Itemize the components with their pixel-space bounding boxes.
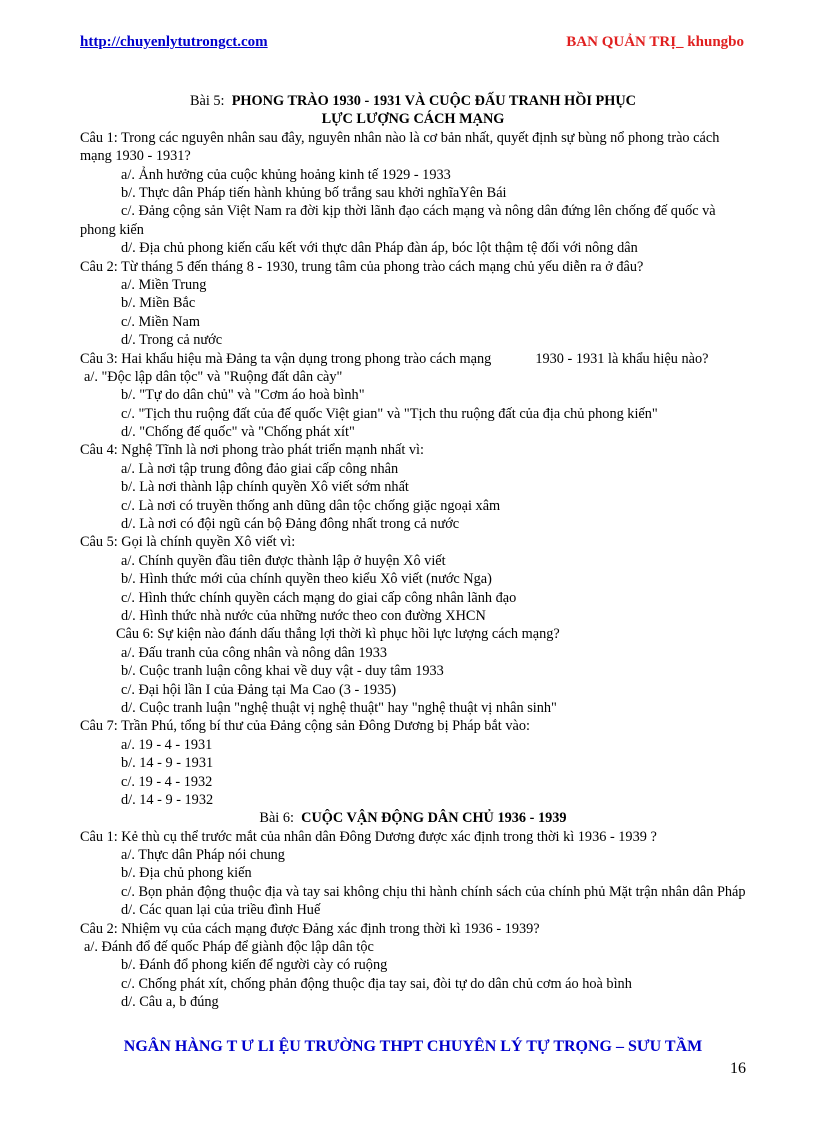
- l5-q3-a: a/. "Độc lập dân tộc" và "Ruộng đất dân cày": [84, 368, 343, 385]
- l5-q3-c: c/. "Tịch thu ruộng đất của đế quốc Việt gian" và "Tịch thu ruộng đất của địa chủ phong kiến": [121, 405, 658, 422]
- l5-q1-d: d/. Địa chủ phong kiến cấu kết với thực dân Pháp đàn áp, bóc lột thậm tệ đối với nông dân: [121, 240, 638, 257]
- lesson5-title-line1: [80, 92, 746, 110]
- page-footer: NGÂN HÀNG T Ư LI ỆU TRƯỜNG THPT CHUYÊN LÝ TỰ TRỌNG – SƯU TẦM: [123, 1038, 703, 1055]
- lesson6-title-line: [80, 809, 746, 827]
- lesson6-prefix: Bài 6:: [259, 810, 294, 827]
- l6-q2-text: Câu 2: Nhiệm vụ của cách mạng được Đảng xác định trong thời kì 1936 - 1939?: [80, 920, 540, 937]
- l5-q1-text: Câu 1: Trong các nguyên nhân sau đây, nguyên nhân nào là cơ bản nhất, quyết định sự bùng nổ phong trào cách mạng 1930 - 1931?: [80, 129, 720, 165]
- l5-q7-d: d/. 14 - 9 - 1932: [121, 791, 214, 808]
- lesson5-title: PHONG TRÀO 1930 - 1931 VÀ CUỘC ĐẤU TRANH HỒI PHỤC: [231, 93, 637, 109]
- l6-q2-b: b/. Đánh đổ phong kiến để người cày có ruộng: [121, 957, 388, 974]
- l5-q5-c: c/. Hình thức chính quyền cách mạng do giai cấp công nhân lãnh đạo: [121, 589, 517, 606]
- l5-q5-d: d/. Hình thức nhà nước của những nước theo con đường XHCN: [121, 608, 486, 624]
- admin-label: BAN QUẢN TRỊ_ khungbo: [566, 34, 744, 50]
- l6-q2-d: d/. Câu a, b đúng: [121, 994, 219, 1011]
- l5-q4-a: a/. Là nơi tập trung đông đảo giai cấp công nhân: [121, 460, 399, 477]
- l6-q1-text: Câu 1: Kẻ thù cụ thể trước mắt của nhân dân Đông Dương được xác định trong thời kì 1936 - 1939 ?: [80, 828, 657, 845]
- l5-q5-text: Câu 5: Gọi là chính quyền Xô viết vì:: [80, 534, 296, 551]
- l5-q2-b: b/. Miền Bắc: [121, 295, 196, 312]
- l5-q7-c: c/. 19 - 4 - 1932: [121, 773, 213, 790]
- l6-q2-c: c/. Chống phát xít, chống phản động thuộc địa tay sai, đòi tự do dân chủ cơm áo hoà bình: [121, 975, 632, 992]
- l6-q1-c: c/. Bọn phản động thuộc địa và tay sai không chịu thi hành chính sách của chính phủ Mặt trận nhân dân Pháp: [121, 883, 746, 900]
- l6-q2-a: a/. Đánh đổ đế quốc Pháp để giành độc lập dân tộc: [84, 939, 374, 956]
- l5-q7-b: b/. 14 - 9 - 1931: [121, 755, 214, 772]
- l5-q6-a: a/. Đấu tranh của công nhân và nông dân 1933: [121, 644, 388, 661]
- l5-q3-d: d/. "Chống đế quốc" và "Chống phát xít": [121, 424, 355, 441]
- l5-q6-text: Câu 6: Sự kiện nào đánh dấu thắng lợi thời kì phục hồi lực lượng cách mạng?: [116, 626, 560, 643]
- l5-q6-c: c/. Đại hội lần I của Đảng tại Ma Cao (3 - 1935): [121, 681, 397, 698]
- document-body: [80, 92, 746, 1012]
- l5-q3-text-part1: Câu 3: Hai khẩu hiệu mà Đảng ta vận dụng trong phong trào cách mạng: [80, 350, 492, 367]
- l5-q2-d: d/. Trong cả nước: [121, 332, 223, 349]
- l5-q1-b: b/. Thực dân Pháp tiến hành khủng bố trắng sau khởi nghĩaYên Bái: [121, 184, 507, 201]
- l5-q5-b: b/. Hình thức mới của chính quyền theo kiểu Xô viết (nước Nga): [121, 571, 492, 588]
- lesson5-subtitle: LỰC LƯỢNG CÁCH MẠNG: [321, 111, 505, 128]
- lesson5-title-line2: [80, 110, 746, 128]
- l5-q4-c: c/. Là nơi có truyền thống anh dũng dân tộc chống giặc ngoại xâm: [121, 497, 501, 514]
- lesson6-title: CUỘC VẬN ĐỘNG DÂN CHỦ 1936 - 1939: [301, 810, 567, 827]
- l5-q7-text: Câu 7: Trần Phú, tổng bí thư của Đảng cộng sản Đông Dương bị Pháp bắt vào:: [80, 718, 530, 735]
- l5-q5-a: a/. Chính quyền đầu tiên được thành lập ở huyện Xô viết: [121, 552, 446, 569]
- l5-q1-c: c/. Đảng cộng sản Việt Nam ra đời kịp thời lãnh đạo cách mạng và nông dân đứng lên chống đế quốc và phong kiến: [80, 203, 716, 238]
- l5-q3-text: [80, 350, 746, 368]
- l5-q3-text-part2: 1930 - 1931 là khẩu hiệu nào?: [535, 350, 709, 367]
- page-header: [80, 34, 744, 54]
- l6-q1-a: a/. Thực dân Pháp nói chung: [121, 847, 285, 864]
- l5-q7-a: a/. 19 - 4 - 1931: [121, 736, 213, 753]
- l5-q1-a: a/. Ảnh hưởng của cuộc khủng hoảng kinh tế 1929 - 1933: [121, 166, 451, 183]
- site-link[interactable]: http://chuyenlytutrongct.com: [80, 34, 268, 50]
- l5-q2-c: c/. Miền Nam: [121, 313, 201, 330]
- page-number: 16: [730, 1060, 746, 1077]
- l5-q2-text: Câu 2: Từ tháng 5 đến tháng 8 - 1930, trung tâm của phong trào cách mạng chủ yếu diễn ra ở đâu?: [80, 258, 644, 275]
- l5-q6-d: d/. Cuộc tranh luận "nghệ thuật vị nghệ thuật" hay "nghệ thuật vị nhân sinh": [121, 699, 557, 716]
- l5-q6-b: b/. Cuộc tranh luận công khai về duy vật - duy tâm 1933: [121, 663, 444, 680]
- l6-q1-b: b/. Địa chủ phong kiến: [121, 865, 252, 882]
- l5-q4-d: d/. Là nơi có đội ngũ cán bộ Đảng đông nhất trong cả nước: [121, 516, 460, 533]
- l5-q4-b: b/. Là nơi thành lập chính quyền Xô viết sớm nhất: [121, 479, 409, 496]
- l5-q4-text: Câu 4: Nghệ Tĩnh là nơi phong trào phát triển mạnh nhất vì:: [80, 442, 425, 459]
- l5-q2-a: a/. Miền Trung: [121, 276, 207, 293]
- l6-q1-d: d/. Các quan lại của triều đình Huế: [121, 902, 321, 919]
- l5-q3-b: b/. "Tự do dân chủ" và "Cơm áo hoà bình": [121, 387, 365, 404]
- lesson5-prefix: Bài 5:: [189, 93, 225, 109]
